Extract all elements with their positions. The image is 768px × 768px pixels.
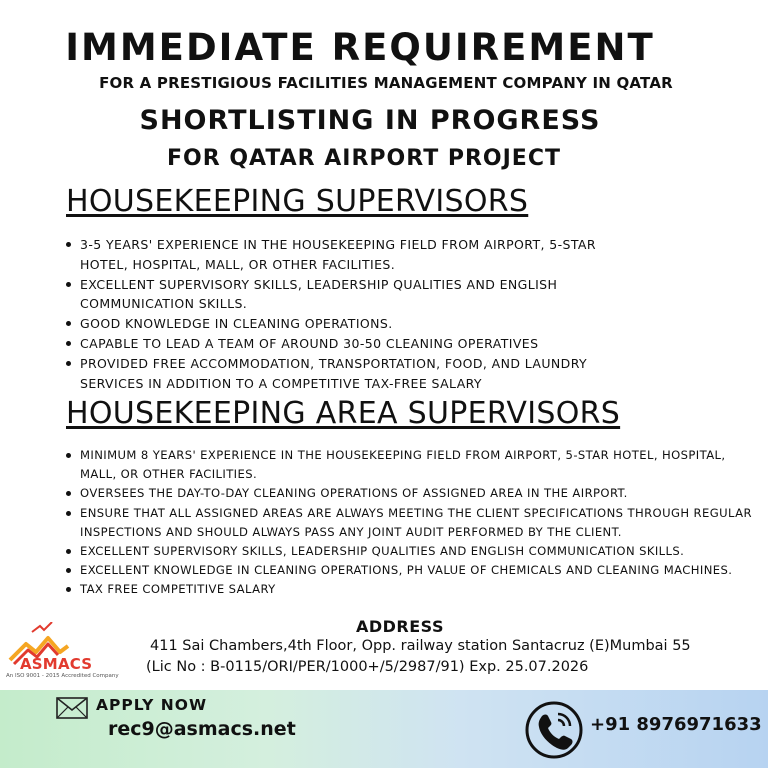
phone-icon — [523, 699, 585, 761]
list-item: EXCELLENT SUPERVISORY SKILLS, LEADERSHIP QUALITIES AND ENGLISH COMMUNICATION SKILLS. — [64, 275, 604, 315]
requirements-list-supervisors — [64, 235, 604, 393]
status-heading: SHORTLISTING IN PROGRESS — [139, 105, 601, 136]
envelope-icon — [56, 697, 88, 719]
list-item: PROVIDED FREE ACCOMMODATION, TRANSPORTATION, FOOD, AND LAUNDRY SERVICES IN ADDITION TO A COMPETITIVE TAX-FREE SALARY — [64, 354, 604, 394]
section-title-area-supervisors: HOUSEKEEPING AREA SUPERVISORS — [66, 396, 621, 431]
requirements-list-area-supervisors — [64, 446, 764, 600]
section-title-housekeeping-supervisors: HOUSEKEEPING SUPERVISORS — [66, 184, 529, 219]
list-item: OVERSEES THE DAY-TO-DAY CLEANING OPERATIONS OF ASSIGNED AREA IN THE AIRPORT. — [64, 484, 764, 503]
apply-now-label: APPLY NOW — [96, 696, 208, 714]
address-line: 411 Sai Chambers,4th Floor, Opp. railway station Santacruz (E)Mumbai 55 — [150, 638, 691, 654]
logo-name: ASMACS — [20, 655, 93, 673]
page-title: IMMEDIATE REQUIREMENT — [65, 26, 655, 69]
logo-tagline: An ISO 9001 - 2015 Accredited Company — [6, 673, 119, 679]
license-line: (Lic No : B-0115/ORI/PER/1000+/5/2987/91) Exp. 25.07.2026 — [146, 659, 589, 675]
list-item: 3-5 YEARS' EXPERIENCE IN THE HOUSEKEEPING FIELD FROM AIRPORT, 5-STAR HOTEL, HOSPITAL, MALL, OR OTHER FACILITIES. — [64, 235, 604, 275]
list-item: MINIMUM 8 YEARS' EXPERIENCE IN THE HOUSEKEEPING FIELD FROM AIRPORT, 5-STAR HOTEL, HOSPITAL, MALL, OR OTHER FACILITIES. — [64, 446, 764, 484]
list-item: EXCELLENT KNOWLEDGE IN CLEANING OPERATIONS, PH VALUE OF CHEMICALS AND CLEANING MACHINES. — [64, 561, 764, 580]
list-item: GOOD KNOWLEDGE IN CLEANING OPERATIONS. — [64, 314, 604, 334]
list-item: TAX FREE COMPETITIVE SALARY — [64, 580, 764, 599]
email-link[interactable]: rec9@asmacs.net — [108, 718, 296, 740]
list-item: CAPABLE TO LEAD A TEAM OF AROUND 30-50 CLEANING OPERATIVES — [64, 334, 604, 354]
list-item: EXCELLENT SUPERVISORY SKILLS, LEADERSHIP QUALITIES AND ENGLISH COMMUNICATION SKILLS. — [64, 542, 764, 561]
list-item: ENSURE THAT ALL ASSIGNED AREAS ARE ALWAYS MEETING THE CLIENT SPECIFICATIONS THROUGH REGULAR INSPECTIONS AND SHOULD ALWAYS PASS ANY JOINT AUDIT PERFORMED BY THE CLIENT. — [64, 504, 764, 542]
project-heading: FOR QATAR AIRPORT PROJECT — [166, 146, 561, 171]
company-subtitle: FOR A PRESTIGIOUS FACILITIES MANAGEMENT COMPANY IN QATAR — [99, 74, 673, 92]
phone-number[interactable]: +91 8976971633 — [590, 714, 762, 735]
address-title: ADDRESS — [355, 617, 445, 636]
